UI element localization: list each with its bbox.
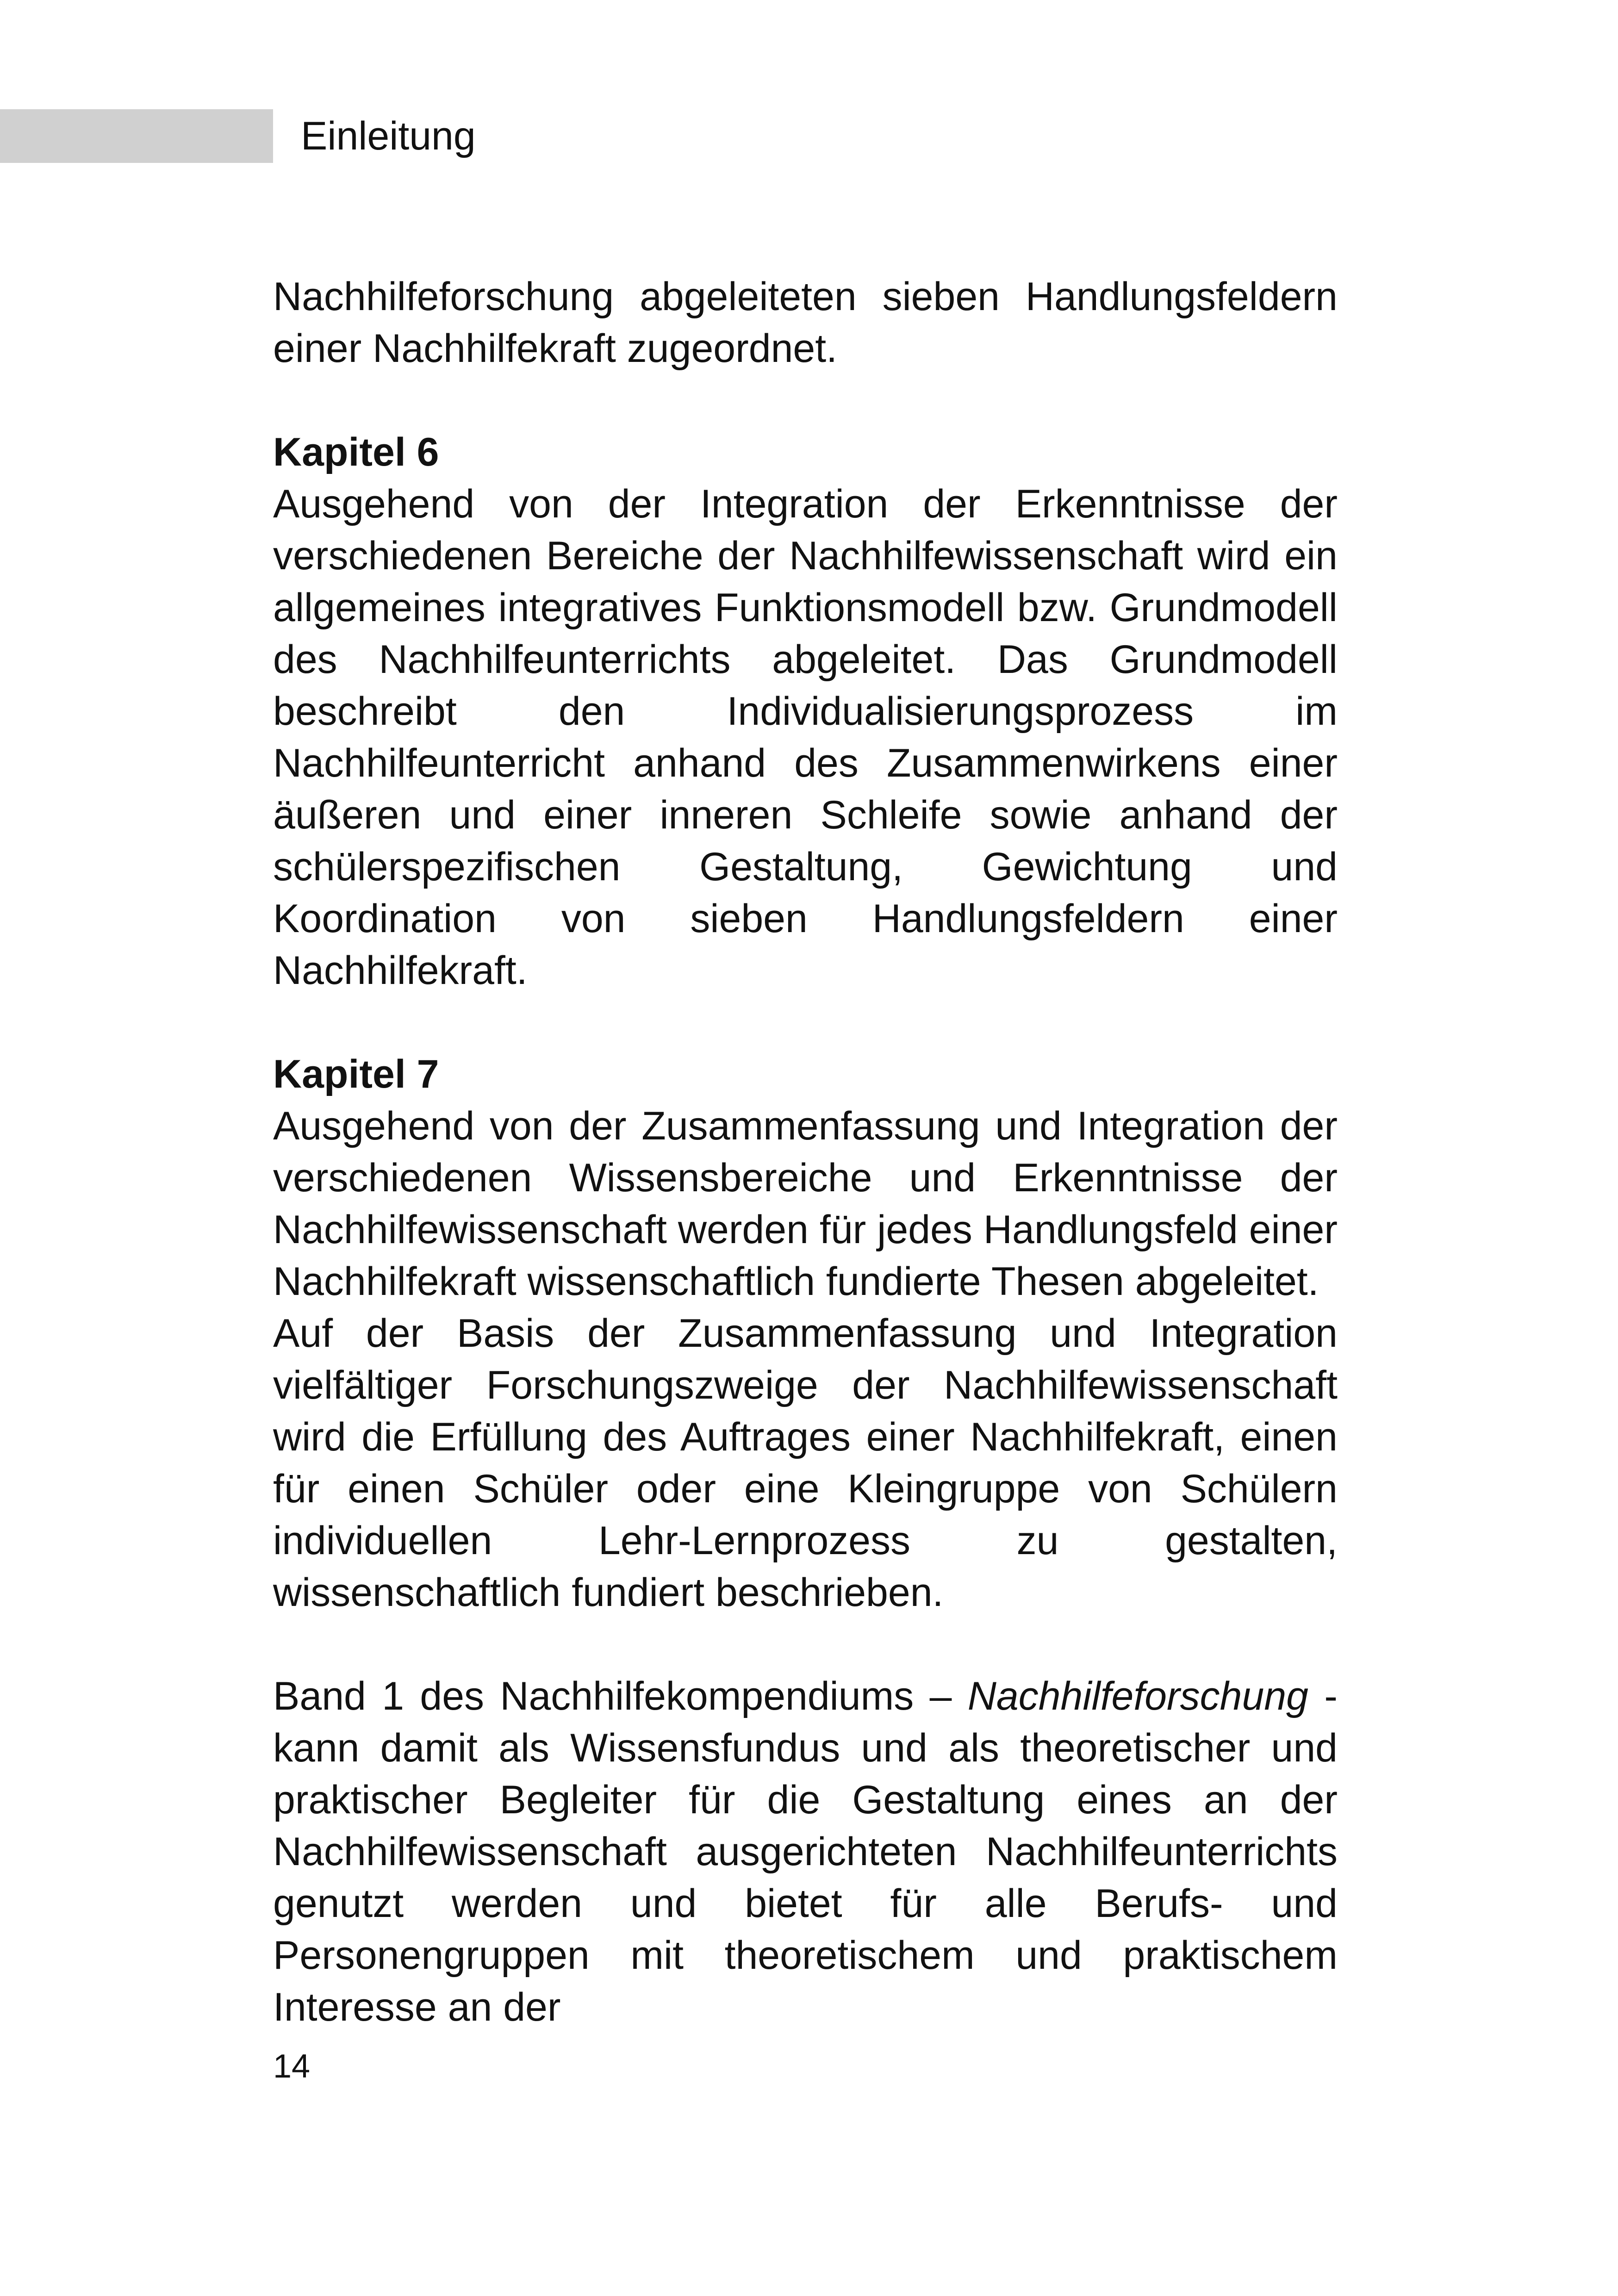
closing-prefix: Band 1 des Nachhilfekompendiums – (273, 1674, 968, 1718)
page-number: 14 (273, 2048, 311, 2085)
chapter-6-heading: Kapitel 6 (273, 430, 439, 474)
page-body (273, 271, 1338, 2033)
running-head-bar (0, 109, 273, 163)
paragraph-gap (273, 374, 1338, 426)
chapter-7-paragraph-1: Ausgehend von der Zusammenfassung und Integration der verschiedenen Wissensbereiche und Erkenntnisse der Nachhilfewissenschaft werden für jedes Handlungsfeld einer Nachhilfekraft wissenschaftlich fundierte Thesen abgeleitet. (273, 1104, 1338, 1304)
running-head-title: Einleitung (301, 114, 476, 158)
intro-paragraph: Nachhilfeforschung abgeleiteten sieben Handlungsfeldern einer Nachhilfekraft zugeordnet. (273, 274, 1338, 371)
chapter-6-paragraph: Ausgehend von der Integration der Erkenntnisse der verschiedenen Bereiche der Nachhilfewissenschaft wird ein allgemeines integratives Funktionsmodell bzw. Grundmodell des Nachhilfeunterrichts abgeleitet. Das Grundmodell beschreibt den Individualisierungsprozess im Nachhilfeunterricht anhand des Zusammenwirkens einer äußeren und einer inneren Schleife sowie anhand der schülerspezifischen Gestaltung, Gewichtung und Koordination von sieben Handlungsfeldern einer Nachhilfekraft. (273, 482, 1338, 993)
closing-paragraph (273, 1670, 1338, 2033)
chapter-7-paragraph-2: Auf der Basis der Zusammenfassung und Integration vielfältiger Forschungszweige der Nachhilfewissenschaft wird die Erfüllung des Auftrages einer Nachhilfekraft, einen für einen Schüler oder eine Kleingruppe von Schülern individuellen Lehr-Lernprozess zu gestalten, wissenschaftlich fundiert beschrieben. (273, 1311, 1338, 1615)
chapter-7-heading: Kapitel 7 (273, 1052, 439, 1096)
paragraph-gap (273, 996, 1338, 1048)
closing-suffix: - kann damit als Wissensfundus und als theoretischer und praktischer Begleiter für die Gestaltung eines an der Nachhilfewissenschaft ausgerichteten Nachhilfeunterrichts genutzt werden und bietet für alle Berufs- und Personengruppen mit theoretischem und praktischem Interesse an der (273, 1674, 1338, 2029)
paragraph-gap (273, 1618, 1338, 1670)
closing-emphasis: Nachhilfeforschung (967, 1674, 1308, 1718)
